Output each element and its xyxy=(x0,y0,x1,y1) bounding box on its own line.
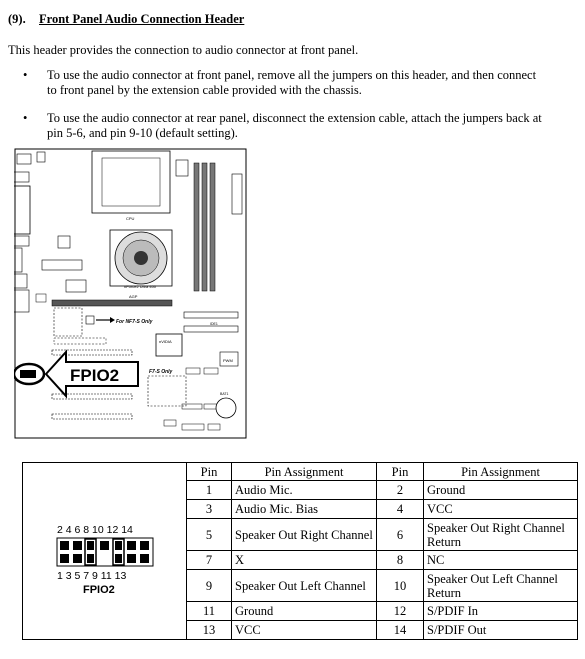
nvidia-label: nVIDIA xyxy=(159,339,172,344)
assignment-cell: Ground xyxy=(424,481,578,500)
pin-cell: 2 xyxy=(377,481,424,500)
header-cell: Pin xyxy=(187,463,232,481)
pin-cell: 14 xyxy=(377,621,424,640)
nf7s-label: For NF7-S Only xyxy=(116,319,153,325)
pin-assignment-table xyxy=(22,462,578,640)
assignment-cell: Audio Mic. xyxy=(232,481,377,500)
assignment-cell: Speaker Out Left Channel Return xyxy=(424,570,578,602)
pin-cell: 1 xyxy=(187,481,232,500)
cpu-label: CPU xyxy=(126,216,135,221)
nf7s2-label: F7-S Only xyxy=(149,369,173,375)
connector-bottom-numbers: 1 3 5 7 9 11 13 xyxy=(57,570,127,582)
fpio2-callout: FPIO2 xyxy=(70,366,120,385)
header-cell: Pin xyxy=(377,463,424,481)
pin-cell: 6 xyxy=(377,519,424,551)
pwm-label: PWM xyxy=(223,358,233,363)
assignment-cell: Speaker Out Right Channel Return xyxy=(424,519,578,551)
chipset-label: nForce2 Ultra 400 xyxy=(124,284,157,289)
ide-label: IDE1 xyxy=(210,322,218,326)
section-title: Front Panel Audio Connection Header xyxy=(39,12,245,26)
pin-cell: 11 xyxy=(187,602,232,621)
assignment-cell: X xyxy=(232,551,377,570)
pin-cell: 5 xyxy=(187,519,232,551)
pin-cell: 4 xyxy=(377,500,424,519)
assignment-cell: NC xyxy=(424,551,578,570)
pin-cell: 3 xyxy=(187,500,232,519)
connector-top-numbers: 2 4 6 8 10 12 14 xyxy=(57,524,133,536)
header-cell: Pin Assignment xyxy=(232,463,377,481)
assignment-cell: Speaker Out Right Channel xyxy=(232,519,377,551)
intro-text: This header provides the connection to audio connector at front panel. xyxy=(8,43,359,57)
agp-label: AGP xyxy=(129,294,138,299)
assignment-cell: VCC xyxy=(424,500,578,519)
assignment-cell: Audio Mic. Bias xyxy=(232,500,377,519)
section-number: (9). xyxy=(8,12,26,26)
pin-cell: 9 xyxy=(187,570,232,602)
bullet-line: to front panel by the extension cable provided with the chassis. xyxy=(47,83,362,97)
bullet-item xyxy=(47,68,577,98)
assignment-cell: Ground xyxy=(232,602,377,621)
header-cell: Pin Assignment xyxy=(424,463,578,481)
fpio2-connector-diagram xyxy=(23,463,180,651)
pin-cell: 8 xyxy=(377,551,424,570)
assignment-cell: Speaker Out Left Channel xyxy=(232,570,377,602)
bullet-line: pin 5-6, and pin 9-10 (default setting). xyxy=(47,126,238,140)
bat-label: BAT1 xyxy=(220,392,229,396)
bullet-line: • To use the audio connector at front panel, remove all the jumpers on this header, and then connect xyxy=(47,68,537,82)
section-heading xyxy=(8,12,244,27)
assignment-cell: S/PDIF Out xyxy=(424,621,578,640)
connector-label: FPIO2 xyxy=(83,584,115,596)
bullet-line: • To use the audio connector at rear panel, disconnect the extension cable, attach the jumpers back at xyxy=(47,111,542,125)
connector-diagram-cell xyxy=(23,463,187,640)
table-header-row xyxy=(23,463,578,481)
pin-cell: 12 xyxy=(377,602,424,621)
motherboard-diagram xyxy=(14,148,247,439)
pin-cell: 13 xyxy=(187,621,232,640)
assignment-cell: VCC xyxy=(232,621,377,640)
pin-cell: 7 xyxy=(187,551,232,570)
pin-cell: 10 xyxy=(377,570,424,602)
assignment-cell: S/PDIF In xyxy=(424,602,578,621)
bullet-item xyxy=(47,111,577,141)
